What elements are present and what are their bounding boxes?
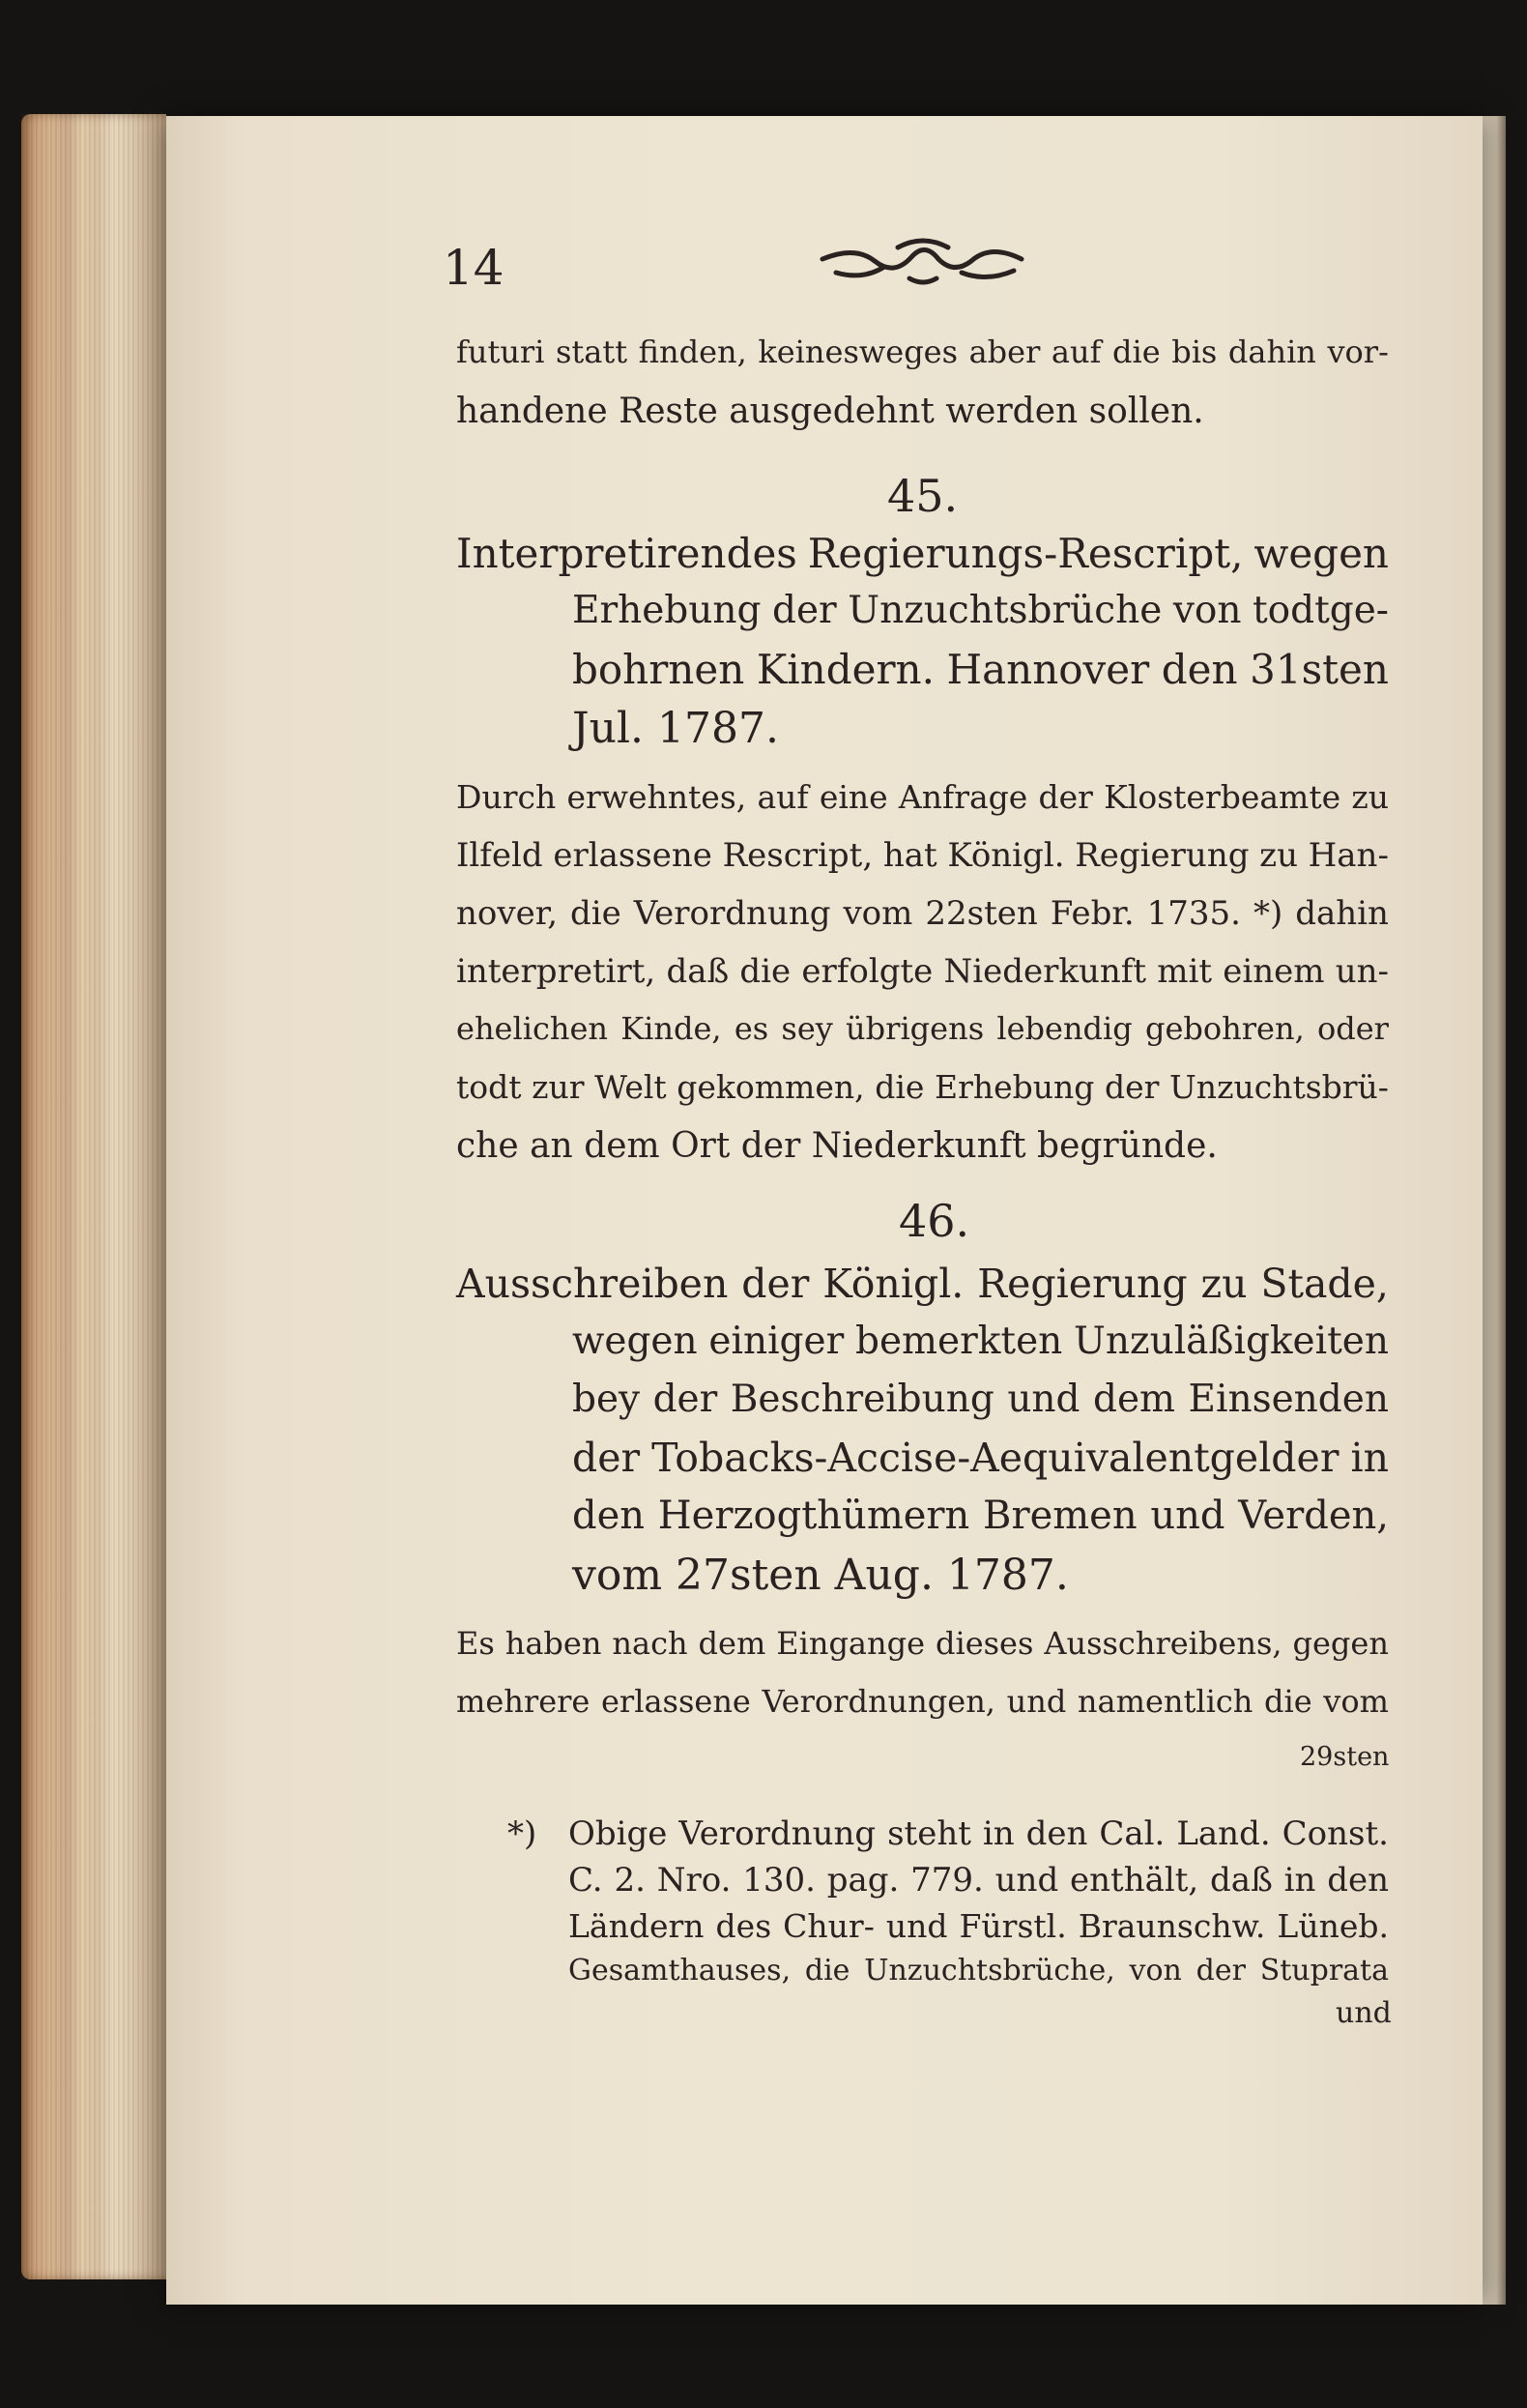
page-number: 14 xyxy=(443,240,504,296)
word: bohrnen xyxy=(572,646,745,693)
footnote-line xyxy=(568,1954,1389,1987)
word: einiger xyxy=(708,1320,845,1363)
word: Const. xyxy=(1282,1814,1389,1853)
word: Nro. xyxy=(656,1861,732,1900)
word: 31sten xyxy=(1250,646,1389,693)
word: Welt xyxy=(594,1068,667,1106)
word: oder xyxy=(1316,1010,1389,1047)
word: Bremen xyxy=(983,1494,1138,1538)
word: Königl. xyxy=(947,836,1065,875)
word: un- xyxy=(1335,952,1389,991)
word: futuri xyxy=(456,334,545,370)
word: die xyxy=(804,1954,850,1987)
word: Land. xyxy=(1176,1814,1271,1853)
word: Ilfeld xyxy=(456,836,543,875)
word: und xyxy=(885,1907,948,1945)
word: der xyxy=(772,589,837,632)
word: Hannover xyxy=(946,646,1150,693)
word: erwehntes, xyxy=(566,778,747,816)
word: Obige xyxy=(568,1814,668,1853)
word: gebohren, xyxy=(1144,1010,1305,1047)
word: Verordnung xyxy=(633,894,831,933)
word: Durch xyxy=(456,778,557,816)
word: Interpretirendes xyxy=(456,530,797,577)
section-heading-line xyxy=(572,1320,1389,1363)
word: Unzuchtsbrü- xyxy=(1169,1068,1389,1106)
word: 130. xyxy=(742,1861,816,1900)
word: Verordnung xyxy=(678,1814,877,1853)
word: von xyxy=(1172,589,1242,632)
word: dem xyxy=(698,1625,766,1662)
word: der xyxy=(652,1378,718,1421)
section-heading-line xyxy=(572,1494,1389,1538)
word: todtge- xyxy=(1252,589,1389,632)
word: der xyxy=(1104,1068,1160,1106)
word: haben xyxy=(504,1625,602,1662)
continuation-line xyxy=(456,334,1389,370)
word: vom xyxy=(1323,1683,1389,1720)
word: Braunschw. xyxy=(1078,1907,1266,1945)
word: Erhebung xyxy=(572,589,762,632)
section-heading-line xyxy=(572,1378,1389,1421)
word: finden, xyxy=(638,334,747,370)
word: des xyxy=(715,1907,772,1945)
word: Regierung xyxy=(1075,836,1250,875)
word: dem xyxy=(1093,1378,1176,1421)
word: aber xyxy=(968,334,1041,370)
body-line xyxy=(456,778,1389,816)
word: der xyxy=(1038,778,1093,816)
word: Ausschreiben xyxy=(456,1261,729,1307)
word: Verordnungen, xyxy=(762,1683,995,1720)
section-number: 45. xyxy=(887,470,959,522)
word: bey xyxy=(572,1378,641,1421)
word: zur xyxy=(532,1068,585,1106)
word: hat xyxy=(882,836,937,875)
footnote-marker: *) xyxy=(507,1814,537,1853)
body-line xyxy=(456,1068,1389,1106)
word: Beschreibung xyxy=(730,1378,994,1421)
word: Es xyxy=(456,1625,495,1662)
word: Tobacks-Accise-Aequivalentgelder xyxy=(651,1435,1340,1481)
book-fore-edge xyxy=(21,114,166,2279)
section-heading-line xyxy=(456,530,1389,577)
word: gekommen, xyxy=(677,1068,865,1106)
word: auf xyxy=(757,778,809,816)
ornament-icon xyxy=(817,230,1029,290)
word: Febr. xyxy=(1050,894,1135,933)
word: den xyxy=(572,1494,646,1538)
body-line xyxy=(456,1010,1389,1047)
word: Ländern xyxy=(568,1907,705,1945)
word: der xyxy=(1196,1954,1246,1987)
word: und xyxy=(994,1861,1059,1900)
body-line: che an dem Ort der Niederkunft begründe. xyxy=(456,1126,1218,1166)
word: Klosterbeamte xyxy=(1104,778,1341,816)
section-heading-line xyxy=(456,1261,1389,1307)
word: Kinde, xyxy=(620,1010,722,1047)
word: übrigens xyxy=(846,1010,985,1047)
section-heading-line: Jul. 1787. xyxy=(572,704,779,753)
word: nach xyxy=(612,1625,688,1662)
word: 1735. xyxy=(1146,894,1241,933)
word: Stuprata xyxy=(1259,1954,1389,1987)
section-heading-line xyxy=(572,646,1389,693)
catchword: 29sten xyxy=(1300,1742,1390,1772)
word: Ausschreibens, xyxy=(1044,1625,1282,1662)
word: wegen xyxy=(1253,530,1389,577)
word: keinesweges xyxy=(758,334,959,370)
word: erlassene xyxy=(600,1683,751,1720)
word: den xyxy=(1161,646,1238,693)
word: Unzuchtsbrüche xyxy=(848,589,1163,632)
word: *) xyxy=(1253,894,1283,933)
section-heading-line xyxy=(572,1435,1389,1481)
word: vom xyxy=(843,894,913,933)
word: die xyxy=(875,1068,925,1106)
continuation-line: handene Reste ausgedehnt werden sollen. xyxy=(456,392,1204,431)
word: den xyxy=(1025,1814,1088,1853)
word: der xyxy=(741,1261,810,1307)
word: Unzuchtsbrüche, xyxy=(864,1954,1115,1987)
word: und xyxy=(1007,1378,1080,1421)
word: Cal. xyxy=(1099,1814,1166,1853)
body-line xyxy=(456,836,1389,875)
word: todt xyxy=(456,1068,522,1106)
word: mit xyxy=(1157,952,1212,991)
word: steht xyxy=(887,1814,971,1853)
word: daß xyxy=(666,952,730,991)
word: gegen xyxy=(1292,1625,1389,1662)
body-line xyxy=(456,894,1389,933)
word: Regierung xyxy=(977,1261,1188,1307)
word: dieses xyxy=(935,1625,1034,1662)
word: in xyxy=(1350,1435,1389,1481)
body-line xyxy=(456,952,1389,991)
body-line xyxy=(456,1683,1389,1720)
word: vor- xyxy=(1327,334,1389,370)
word: daß xyxy=(1210,1861,1273,1900)
section-heading-line xyxy=(572,589,1389,632)
footnote-line: und xyxy=(1336,1996,1392,2030)
word: einem xyxy=(1223,952,1325,991)
word: Anfrage xyxy=(898,778,1028,816)
page-right-edge xyxy=(1483,116,1506,2305)
word: es xyxy=(734,1010,769,1047)
word: Regierungs-Rescript, xyxy=(807,530,1244,577)
word: Gesamthauses, xyxy=(568,1954,792,1987)
word: statt xyxy=(556,334,628,370)
word: Han- xyxy=(1308,836,1389,875)
word: Rescript, xyxy=(722,836,874,875)
word: 22sten xyxy=(925,894,1038,933)
word: Unzuläßigkeiten xyxy=(1074,1320,1389,1363)
word: bis xyxy=(1171,334,1218,370)
word: mehrere xyxy=(456,1683,591,1720)
word: 779. xyxy=(910,1861,984,1900)
word: nover, xyxy=(456,894,559,933)
footnote-line xyxy=(568,1907,1389,1945)
body-line xyxy=(456,1625,1389,1662)
section-heading-line: vom 27sten Aug. 1787. xyxy=(572,1551,1069,1600)
word: in xyxy=(982,1814,1015,1853)
word: die xyxy=(570,894,621,933)
word: dahin xyxy=(1295,894,1389,933)
word: Lüneb. xyxy=(1277,1907,1389,1945)
word: zu xyxy=(1259,836,1298,875)
word: namentlich xyxy=(1077,1683,1253,1720)
word: die xyxy=(1112,334,1161,370)
word: und xyxy=(1006,1683,1067,1720)
word: bemerkten xyxy=(855,1320,1063,1363)
word: den xyxy=(1327,1861,1389,1900)
word: von xyxy=(1129,1954,1182,1987)
word: Chur- xyxy=(783,1907,875,1945)
word: dahin xyxy=(1227,334,1316,370)
section-number: 46. xyxy=(899,1195,970,1247)
word: zu xyxy=(1200,1261,1248,1307)
word: interpretirt, xyxy=(456,952,656,991)
word: Herzogthümern xyxy=(657,1494,970,1538)
word: und xyxy=(1150,1494,1225,1538)
word: C. xyxy=(568,1861,603,1900)
word: Stade, xyxy=(1260,1261,1389,1307)
word: auf xyxy=(1051,334,1102,370)
word: zu xyxy=(1351,778,1389,816)
word: sey xyxy=(781,1010,833,1047)
word: enthält, xyxy=(1070,1861,1199,1900)
footnote-line xyxy=(568,1814,1389,1853)
word: die xyxy=(1263,1683,1312,1720)
word: Kindern. xyxy=(756,646,935,693)
word: wegen xyxy=(572,1320,698,1363)
word: Königl. xyxy=(822,1261,965,1307)
word: 2. xyxy=(614,1861,646,1900)
word: der xyxy=(572,1435,641,1481)
word: Verden, xyxy=(1238,1494,1389,1538)
word: Eingange xyxy=(776,1625,926,1662)
word: in xyxy=(1283,1861,1316,1900)
word: Fürstl. xyxy=(959,1907,1067,1945)
word: eine xyxy=(819,778,888,816)
word: erfolgte xyxy=(801,952,934,991)
footnote-line xyxy=(568,1861,1389,1900)
word: Einsenden xyxy=(1188,1378,1389,1421)
word: die xyxy=(739,952,792,991)
word: Niederkunft xyxy=(943,952,1146,991)
word: lebendig xyxy=(996,1010,1133,1047)
word: pag. xyxy=(826,1861,900,1900)
word: Erhebung xyxy=(935,1068,1095,1106)
word: erlassene xyxy=(553,836,712,875)
word: ehelichen xyxy=(456,1010,609,1047)
